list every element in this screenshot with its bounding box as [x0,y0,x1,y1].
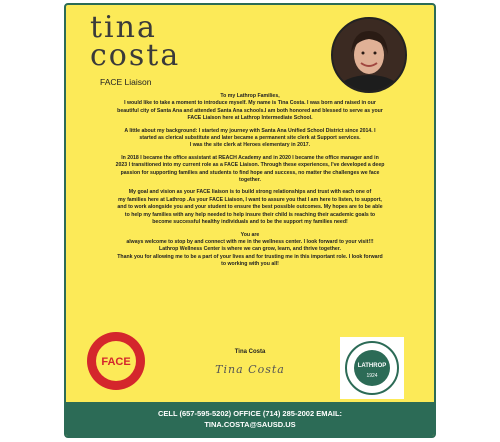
name-first: tina [90,10,157,45]
letter-body [80,93,420,274]
letter-line: and to work alongside you and your student to ensure the best possible outcomes. My hopes are to be able [117,204,383,211]
lathrop-logo-year: 1924 [366,373,378,379]
letter-line: Thank you for allowing me to be a part of your lives and for trusting me in this important role. I look forward [117,253,383,260]
role-title: FACE Liaison [100,77,152,87]
flyer-card [64,3,436,438]
portrait-photo [331,17,407,93]
letter-line: You are [240,231,260,238]
letter-line: 2023 I transitioned into my current role as a FACE Liaison. Through these experiences, I've developed a deep [115,162,385,169]
letter-line: I would like to take a moment to introduce myself. My name is Tina Costa. I was born and raised in our [124,100,376,107]
contact-line-email[interactable]: TINA.COSTA@SAUSD.US [204,420,296,429]
letter-line: I was the site clerk at Heroes elementary in 2017. [189,142,311,149]
contact-footer [66,402,434,436]
letter-line: In 2018 I became the office assistant at REACH Academy and in 2020 I became the office manager and in [121,154,379,161]
letter-line: together. [239,177,261,184]
letter-line: passion for supporting families and students to find hope and success, no matter the challenges we face [120,169,380,176]
handwritten-signature: Tina Costa [215,363,285,376]
face-logo [86,331,146,391]
face-logo-icon [86,331,146,391]
letter-line: my families here at Lathrop .As your FACE Liaison, I want to assure you that I am here to listen, to support, [118,196,382,203]
letter-line: beautiful city of Santa Ana and attended Santa Ana schools.I am both honored and blessed to serve as your [117,107,383,114]
contact-line-phone: CELL (657-595-5202) OFFICE (714) 285-2002 EMAIL: [157,409,343,418]
letter-line: A little about my background: I started my journey with Santa Ana Unified School District since 2014. I [124,127,376,134]
letter-line: always welcome to stop by and connect with me in the wellness center. I look forward to your visit!!! [126,238,374,245]
letter-line: to working with you all! [221,261,279,268]
letter-line: become successful healthy individuals and to be the support my families need! [152,219,348,226]
letter-line: started as clerical substitute and later became a permanent site clerk at Support services. [139,135,361,142]
name-last: costa [90,38,181,73]
portrait-icon [333,19,405,91]
letter-line: to help my families with any help needed to help insure their child is reaching their academic goals to [124,211,376,218]
face-logo-text: FACE [101,356,131,368]
lathrop-logo-text: LATHROP [357,363,387,369]
letter-line: My goal and vision as your FACE liaison is to build strong relationships and trust with each one of [128,189,372,196]
signer-name: Tina Costa [234,349,266,355]
lathrop-logo [340,337,404,399]
lathrop-logo-icon [340,337,404,399]
letter-line: Lathrop Wellness Center is where we can grow, learn, and thrive together. [159,246,341,253]
greeting: To my Lathrop Families, [220,93,280,99]
letter-line: FACE Liaison here at Lathrop Intermediate School. [187,115,313,122]
